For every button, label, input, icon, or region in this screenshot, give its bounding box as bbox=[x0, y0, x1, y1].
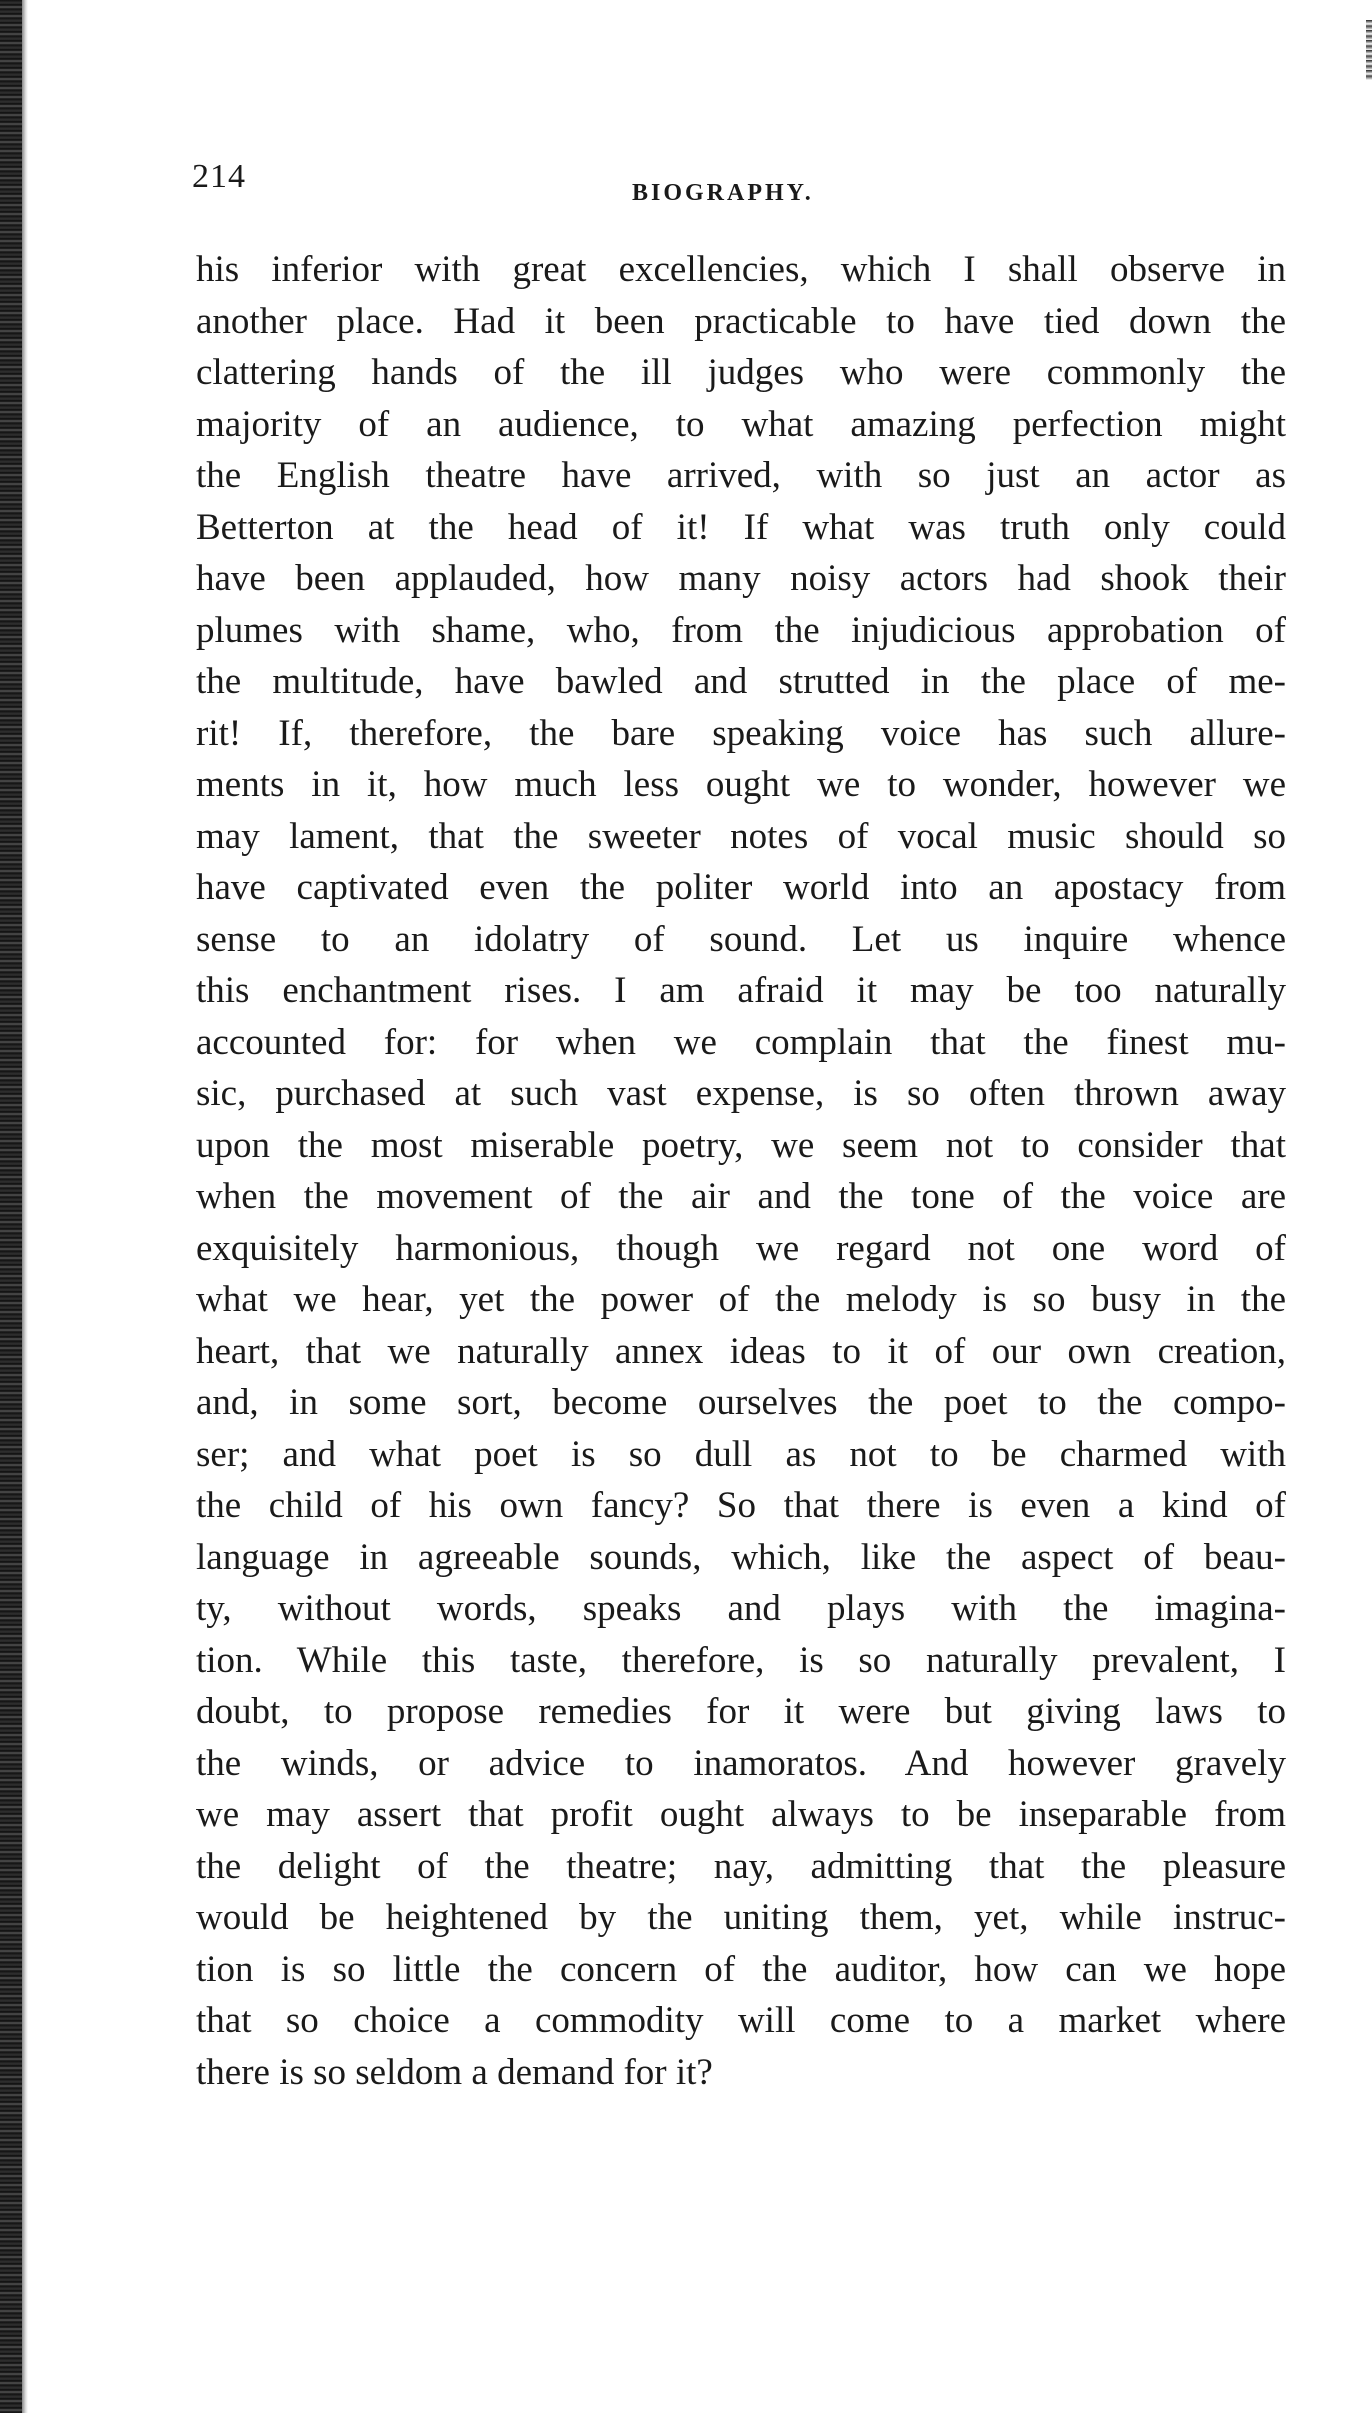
text-line-15: this enchantment rises. I am afraid it may be too naturally bbox=[196, 970, 1286, 1011]
text-line-12: may lament, that the sweeter notes of vocal music should so bbox=[196, 815, 1286, 857]
text-line-3: clattering hands of the ill judges who were commonly the bbox=[196, 352, 1286, 393]
text-line-7: have been applauded, how many noisy actors had shook their bbox=[196, 558, 1286, 599]
text-line-11: ments in it, how much less ought we to wonder, however we bbox=[196, 764, 1286, 805]
text-line-22: heart, that we naturally annex ideas to it of our own creation, bbox=[196, 1330, 1286, 1372]
text-line-1: his inferior with great excellencies, which I shall observe in bbox=[196, 249, 1286, 290]
text-line-23: and, in some sort, become ourselves the poet to the compo- bbox=[196, 1382, 1286, 1423]
text-line-18: upon the most miserable poetry, we seem not to consider that bbox=[196, 1124, 1286, 1166]
text-line-8: plumes with shame, who, from the injudicious approbation of bbox=[196, 609, 1286, 651]
text-line-14: sense to an idolatry of sound. Let us inquire whence bbox=[196, 918, 1286, 960]
text-line-5: the English theatre have arrived, with so just an actor as bbox=[196, 455, 1286, 496]
text-line-29: doubt, to propose remedies for it were but giving laws to bbox=[196, 1691, 1286, 1732]
text-line-36: there is so seldom a demand for it? bbox=[196, 2051, 713, 2093]
text-line-21: what we hear, yet the power of the melody is so busy in the bbox=[196, 1279, 1286, 1320]
book-binding-edge bbox=[0, 0, 22, 2413]
text-line-17: sic, purchased at such vast expense, is so often thrown away bbox=[196, 1073, 1286, 1114]
text-line-30: the winds, or advice to inamoratos. And however gravely bbox=[196, 1742, 1286, 1784]
text-line-25: the child of his own fancy? So that there is even a kind of bbox=[196, 1485, 1286, 1526]
text-line-32: the delight of the theatre; nay, admitting that the pleasure bbox=[196, 1845, 1286, 1887]
text-line-10: rit! If, therefore, the bare speaking voice has such allure- bbox=[196, 712, 1286, 754]
running-head: BIOGRAPHY. bbox=[632, 180, 814, 206]
text-line-31: we may assert that profit ought always to be inseparable from bbox=[196, 1794, 1286, 1835]
text-line-13: have captivated even the politer world into an apostacy from bbox=[196, 867, 1286, 908]
page-edge-specks bbox=[1366, 20, 1372, 80]
text-line-27: ty, without words, speaks and plays with the imagina- bbox=[196, 1588, 1286, 1629]
text-line-4: majority of an audience, to what amazing perfection might bbox=[196, 403, 1286, 445]
text-line-26: language in agreeable sounds, which, like the aspect of beau- bbox=[196, 1536, 1286, 1578]
text-line-9: the multitude, have bawled and strutted in the place of me- bbox=[196, 661, 1286, 702]
text-line-6: Betterton at the head of it! If what was truth only could bbox=[196, 506, 1286, 548]
text-line-16: accounted for: for when we complain that the finest mu- bbox=[196, 1021, 1286, 1063]
text-line-20: exquisitely harmonious, though we regard not one word of bbox=[196, 1227, 1286, 1269]
text-line-35: that so choice a commodity will come to a market where bbox=[196, 2000, 1286, 2041]
text-line-34: tion is so little the concern of the auditor, how can we hope bbox=[196, 1948, 1286, 1990]
text-line-24: ser; and what poet is so dull as not to be charmed with bbox=[196, 1433, 1286, 1475]
text-line-33: would be heightened by the uniting them, yet, while instruc- bbox=[196, 1897, 1286, 1938]
text-line-19: when the movement of the air and the tone of the voice are bbox=[196, 1176, 1286, 1217]
page-number: 214 bbox=[192, 158, 246, 195]
text-line-2: another place. Had it been practicable to have tied down the bbox=[196, 300, 1286, 342]
body-text bbox=[196, 244, 1286, 2098]
text-line-28: tion. While this taste, therefore, is so naturally prevalent, I bbox=[196, 1639, 1286, 1681]
